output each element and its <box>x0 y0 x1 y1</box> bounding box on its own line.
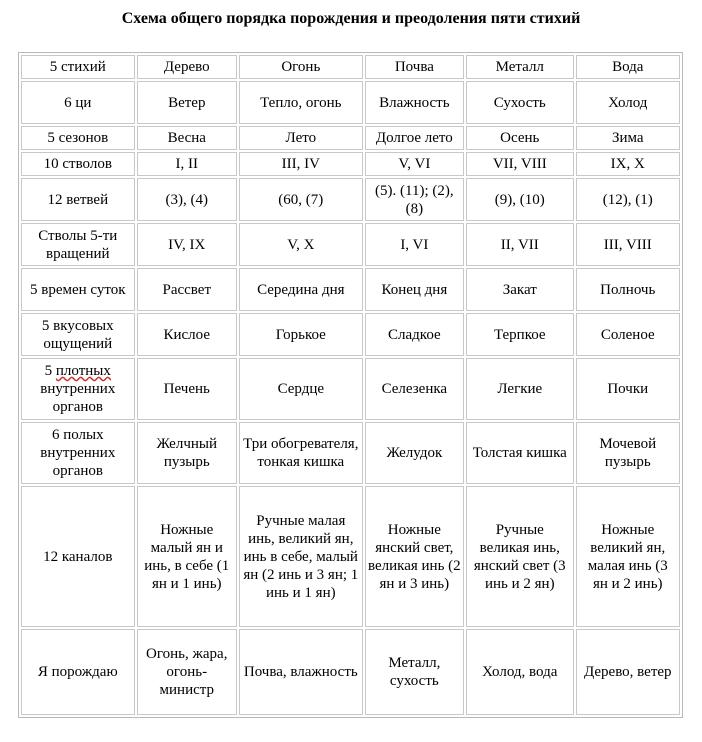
table-cell: Ножные великий ян, малая инь (3 ян и 2 инь) <box>576 486 680 627</box>
table-cell: I, II <box>137 152 237 176</box>
table-cell: Мочевой пузырь <box>576 422 680 484</box>
table-row <box>21 178 680 221</box>
table-cell: Закат <box>466 268 573 311</box>
table-cell: Сухость <box>466 81 573 124</box>
table-cell: Ручные малая инь, великий ян, инь в себе, малый ян (2 инь и 3 ян; 1 инь и 1 ян) <box>239 486 363 627</box>
table-cell: Толстая кишка <box>466 422 573 484</box>
table-cell: Кислое <box>137 313 237 356</box>
table-cell: IV, IX <box>137 223 237 266</box>
row-header-prefix: 5 <box>44 363 56 379</box>
row-header: 6 полых внутренних органов <box>21 422 135 484</box>
row-header: Я порождаю <box>21 629 135 715</box>
table-cell: Конец дня <box>365 268 464 311</box>
table-row <box>21 422 680 484</box>
table-cell: Полночь <box>576 268 680 311</box>
table-cell: Соленое <box>576 313 680 356</box>
table-cell: Рассвет <box>137 268 237 311</box>
table-cell: Сердце <box>239 358 363 420</box>
table-cell: Металл, сухость <box>365 629 464 715</box>
row-header: 5 сезонов <box>21 126 135 150</box>
row-header <box>21 358 135 420</box>
table-cell: Вода <box>576 55 680 79</box>
table-cell: Влажность <box>365 81 464 124</box>
row-header: 10 стволов <box>21 152 135 176</box>
table-cell: Селезенка <box>365 358 464 420</box>
table-cell: Желчный пузырь <box>137 422 237 484</box>
table-cell: Долгое лето <box>365 126 464 150</box>
table-cell: Холод, вода <box>466 629 573 715</box>
row-header: 5 стихий <box>21 55 135 79</box>
table-row <box>21 55 680 79</box>
table-cell: Ножные малый ян и инь, в себе (1 ян и 1 инь) <box>137 486 237 627</box>
elements-table <box>18 52 683 718</box>
table-cell: Дерево <box>137 55 237 79</box>
table-row <box>21 358 680 420</box>
table-cell: Металл <box>466 55 573 79</box>
table-cell: IX, X <box>576 152 680 176</box>
table-cell: Три обогревателя, тонкая кишка <box>239 422 363 484</box>
table-row <box>21 268 680 311</box>
table-cell: I, VI <box>365 223 464 266</box>
table-cell: Легкие <box>466 358 573 420</box>
table-cell: Холод <box>576 81 680 124</box>
table-row <box>21 313 680 356</box>
table-cell: Почва, влажность <box>239 629 363 715</box>
page-title: Схема общего порядка порождения и преодоления пяти стихий <box>121 10 581 27</box>
table-row <box>21 81 680 124</box>
table-row <box>21 223 680 266</box>
table-cell: Зима <box>576 126 680 150</box>
row-header: 5 времен суток <box>21 268 135 311</box>
row-header: 5 вкусовых ощущений <box>21 313 135 356</box>
row-header: 12 ветвей <box>21 178 135 221</box>
table-cell: Лето <box>239 126 363 150</box>
row-header: 12 каналов <box>21 486 135 627</box>
table-row <box>21 486 680 627</box>
table-cell: Печень <box>137 358 237 420</box>
table-cell: V, X <box>239 223 363 266</box>
table-cell: II, VII <box>466 223 573 266</box>
table-cell: (60, (7) <box>239 178 363 221</box>
table-cell: Дерево, ветер <box>576 629 680 715</box>
row-header: 6 ци <box>21 81 135 124</box>
table-cell: VII, VIII <box>466 152 573 176</box>
table-cell: Сладкое <box>365 313 464 356</box>
table-cell: Огонь <box>239 55 363 79</box>
table-cell: III, VIII <box>576 223 680 266</box>
table-row <box>21 126 680 150</box>
table-row <box>21 629 680 715</box>
table-cell: (3), (4) <box>137 178 237 221</box>
table-cell: Ручные великая инь, янский свет (3 инь и 2 ян) <box>466 486 573 627</box>
table-cell: Осень <box>466 126 573 150</box>
table-cell: Желудок <box>365 422 464 484</box>
table-cell: Ветер <box>137 81 237 124</box>
table-cell: (12), (1) <box>576 178 680 221</box>
table-row <box>21 152 680 176</box>
row-header-wavy-word: плотных <box>55 363 111 379</box>
table-cell: Почки <box>576 358 680 420</box>
table-cell: III, IV <box>239 152 363 176</box>
table-cell: Терпкое <box>466 313 573 356</box>
table-cell: (9), (10) <box>466 178 573 221</box>
table-cell: Весна <box>137 126 237 150</box>
table-cell: Тепло, огонь <box>239 81 363 124</box>
table-cell: Горькое <box>239 313 363 356</box>
table-cell: (5). (11); (2), (8) <box>365 178 464 221</box>
table-cell: Огонь, жара, огонь-министр <box>137 629 237 715</box>
table-cell: V, VI <box>365 152 464 176</box>
row-header: Стволы 5-ти вращений <box>21 223 135 266</box>
table-cell: Ножные янский свет, великая инь (2 ян и 3 инь) <box>365 486 464 627</box>
row-header-suffix: внутренних органов <box>40 381 116 415</box>
table-cell: Середина дня <box>239 268 363 311</box>
table-cell: Почва <box>365 55 464 79</box>
